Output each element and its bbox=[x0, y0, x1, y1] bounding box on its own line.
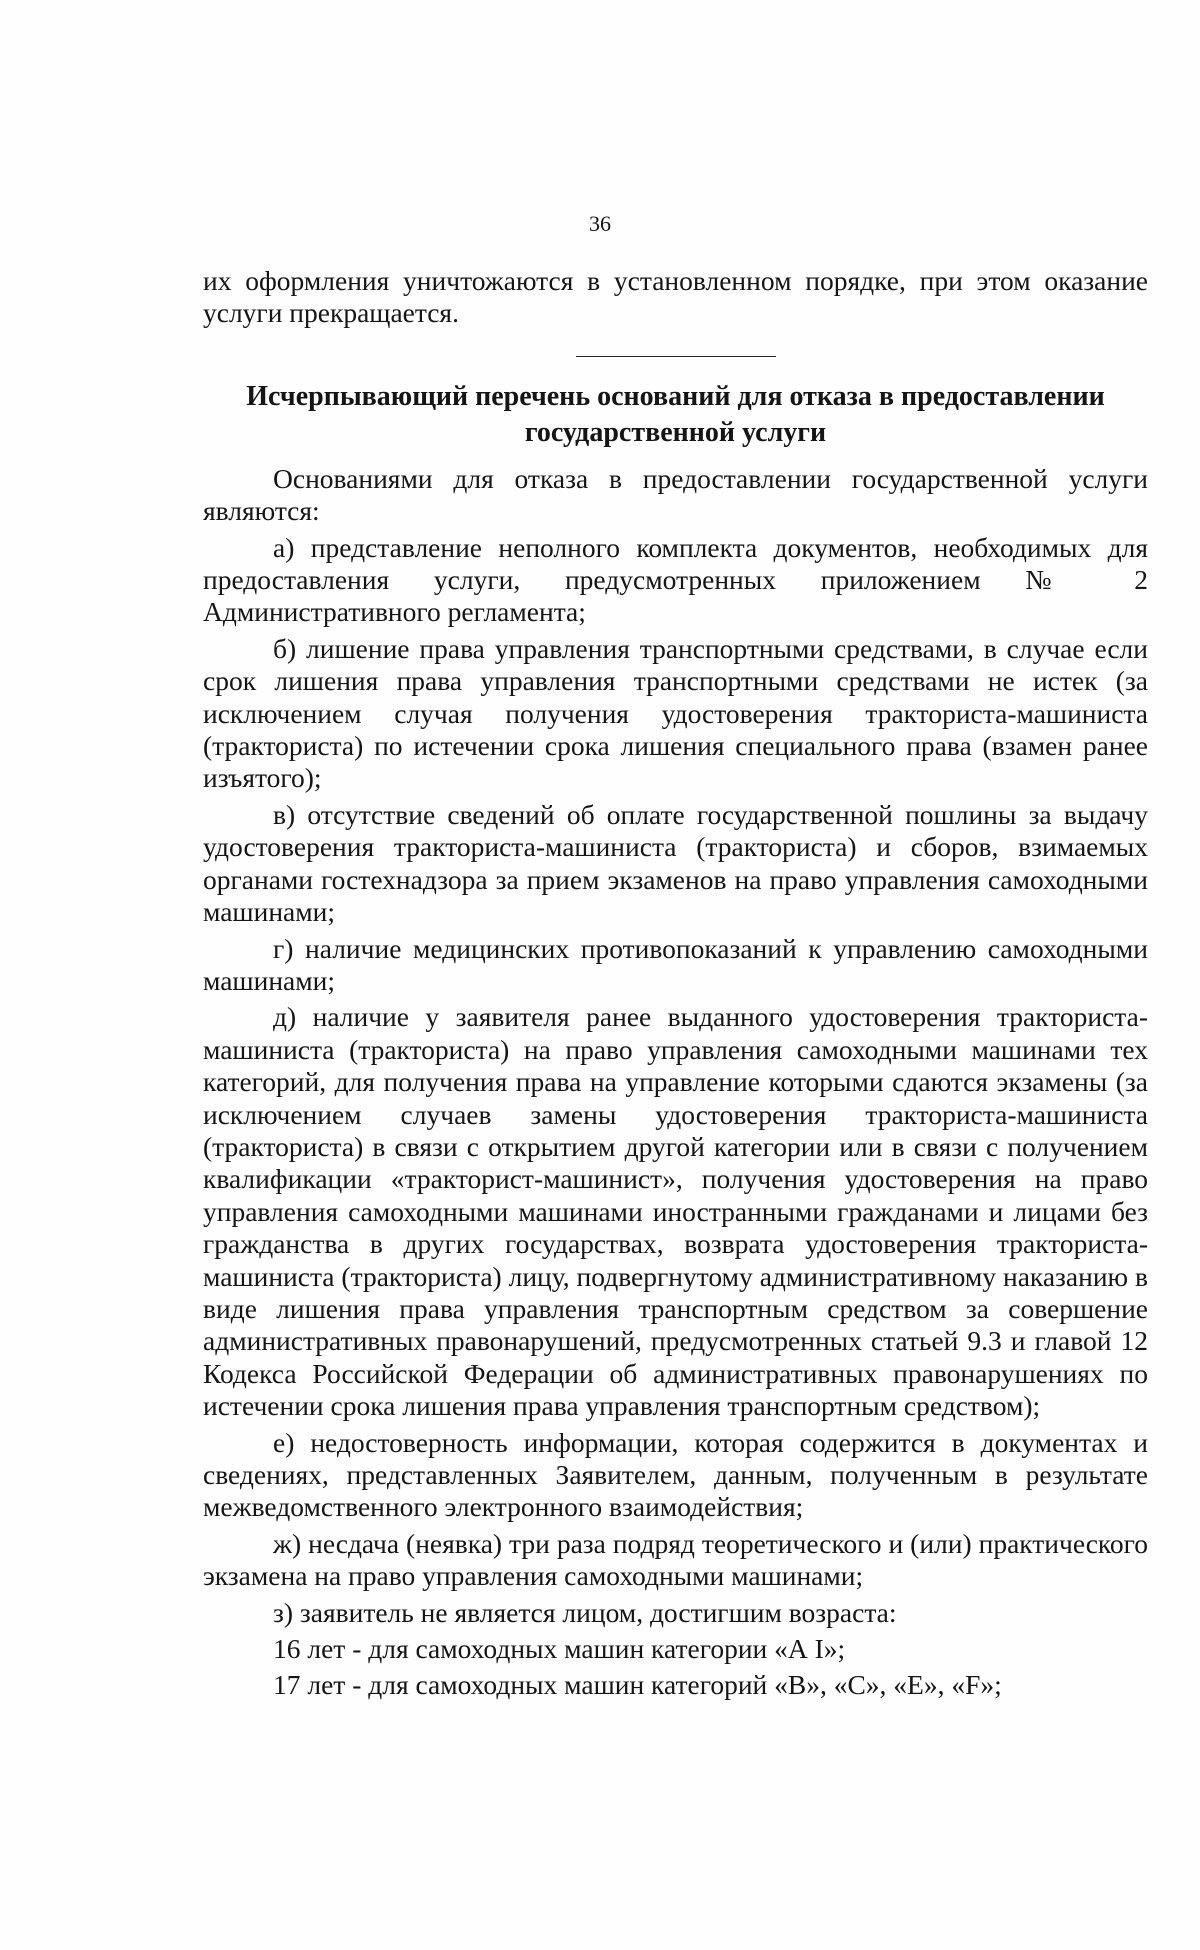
heading-spacer bbox=[203, 451, 1148, 463]
section-heading-line-1: Исчерпывающий перечень оснований для отказа в предоставлении bbox=[246, 380, 1105, 412]
document-body bbox=[203, 265, 1148, 1702]
paragraph-age-17: 17 лет - для самоходных машин категорий «В», «С», «Е», «F»; bbox=[273, 1669, 1002, 1701]
paragraph-age-16: 16 лет - для самоходных машин категории «А I»; bbox=[273, 1633, 846, 1665]
page-number: 36 bbox=[589, 211, 611, 236]
paragraph-item-v: в) отсутствие сведений об оплате государственной пошлины за выдачу удостоверения тракториста-машиниста (тракториста) и сборов, взимаемых органами гостехнадзора за прием экзаменов на право управления самоходными машинами; bbox=[203, 798, 1148, 928]
intro-paragraph: их оформления уничтожаются в установленном порядке, при этом оказание услуги прекращается. bbox=[203, 265, 1148, 329]
paragraph-item-b: б) лишение права управления транспортными средствами, в случае если срок лишения права управления транспортными средствами не истек (за исключением случая получения удостоверения тракториста-машиниста (тракториста) по истечении срока лишения специального права (взамен ранее изъятого); bbox=[203, 632, 1148, 794]
paragraph-item-d: д) наличие у заявителя ранее выданного удостоверения тракториста-машиниста (тракториста) на право управления самоходными машинами тех категорий, для получения права на управление которыми сдаются экзамены (за исключением случаев замены удостоверения тракториста-машиниста (тракториста) в связи с открытием другой категории или в связи с получением квалификации «тракторист-машинист», получения удостоверения на право управления самоходными машинами иностранными гражданами и лицами без гражданства в других государствах, возврата удостоверения тракториста-машиниста (тракториста) лицу, подвергнутому административному наказанию в виде лишения права управления транспортным средством за совершение административных правонарушений, предусмотренных статьей 9.3 и главой 12 Кодекса Российской Федерации об административных правонарушениях по истечении срока лишения права управления транспортным средством); bbox=[203, 1001, 1148, 1422]
paragraph-item-z: з) заявитель не является лицом, достигшим возраста: bbox=[273, 1596, 897, 1628]
paragraph-item-g: г) наличие медицинских противопоказаний к управлению самоходными машинами; bbox=[203, 932, 1148, 996]
section-heading-line-2: государственной услуги bbox=[524, 416, 827, 448]
section-heading bbox=[203, 379, 1148, 451]
paragraph-item-a: а) представление неполного комплекта документов, необходимых для предоставления услуги, предусмотренных приложением № 2 Административного регламента; bbox=[203, 531, 1148, 628]
paragraph-item-e: е) недостоверность информации, которая содержится в документах и сведениях, представленных Заявителем, данным, полученным в результате межведомственного электронного взаимодействия; bbox=[203, 1426, 1148, 1523]
paragraph-grounds-intro: Основаниями для отказа в предоставлении государственной услуги являются: bbox=[203, 462, 1148, 527]
section-divider bbox=[576, 356, 776, 357]
paragraph-item-zh: ж) несдача (неявка) три раза подряд теоретического и (или) практического экзамена на право управления самоходными машинами; bbox=[203, 1527, 1148, 1592]
